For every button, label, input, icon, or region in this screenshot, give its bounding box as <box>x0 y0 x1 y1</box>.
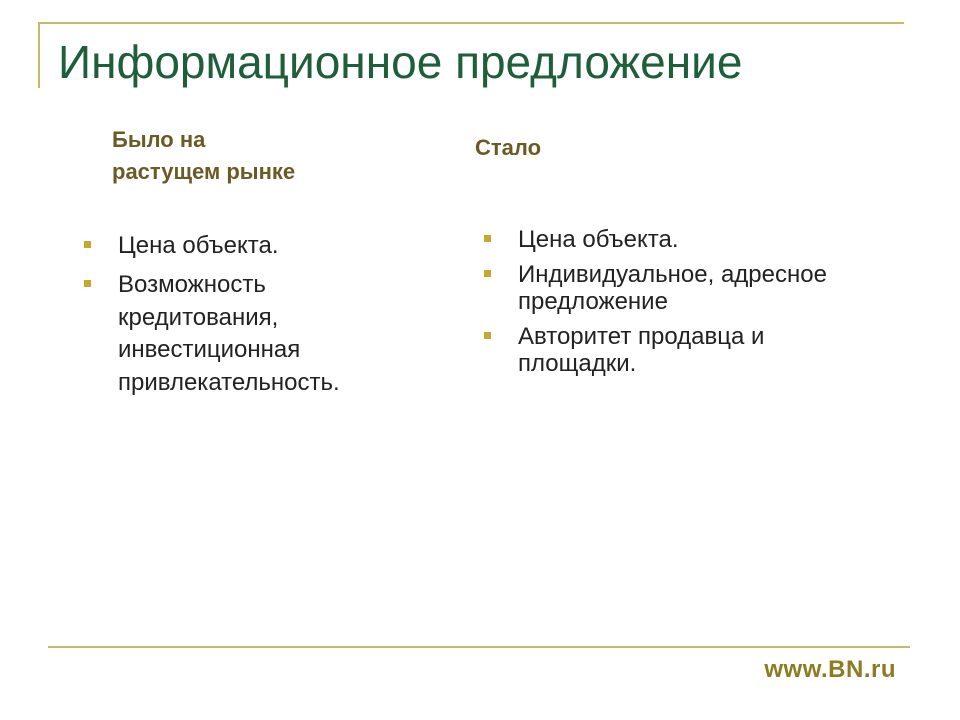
left-frame-line <box>38 22 40 88</box>
right-bullet-list <box>484 226 844 385</box>
square-bullet-icon <box>484 270 491 277</box>
left-heading-line-2: растущем рынке <box>112 158 296 184</box>
footer-site-label: www.BN.ru <box>764 656 896 683</box>
top-frame-line <box>38 22 904 24</box>
square-bullet-icon <box>84 241 91 248</box>
slide-title: Информационное предложение <box>58 36 743 88</box>
list-item <box>484 261 844 316</box>
list-item-text: Авторитет продавца и площадки. <box>518 322 765 378</box>
list-item <box>484 226 844 254</box>
square-bullet-icon <box>484 235 491 242</box>
list-item <box>84 269 394 399</box>
list-item <box>484 323 844 378</box>
list-item-text: Цена объекта. <box>518 226 679 253</box>
left-heading-line-1: Было на <box>112 127 206 152</box>
list-item-text: Цена объекта. <box>118 232 279 259</box>
list-item <box>84 230 394 262</box>
footer-divider <box>48 646 910 648</box>
list-item-text: Возможность кредитования, инвестиционная привлекательность. <box>118 271 340 396</box>
list-item-text: Индивидуальное, адресное предложение <box>518 260 827 316</box>
right-column-heading: Стало <box>475 135 542 160</box>
left-bullet-list <box>84 230 394 406</box>
square-bullet-icon <box>84 280 91 287</box>
left-column-heading <box>112 124 372 188</box>
square-bullet-icon <box>484 332 491 339</box>
